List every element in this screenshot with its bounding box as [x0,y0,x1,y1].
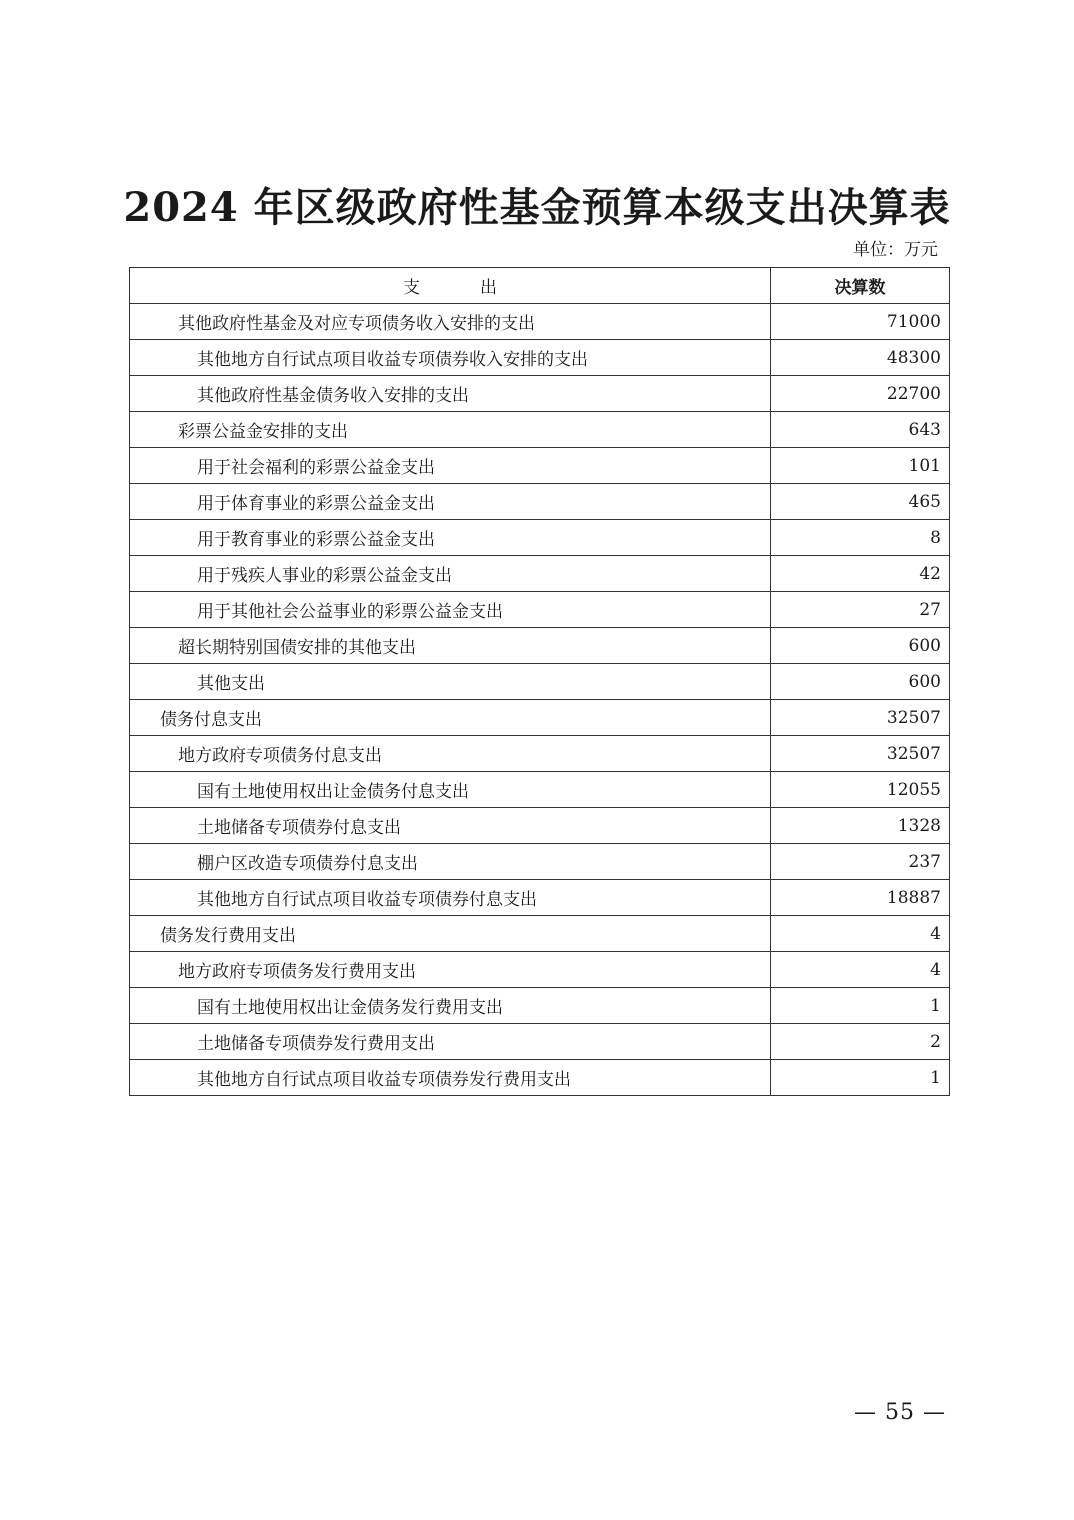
column-header-item: 支出 [130,268,771,304]
row-amount: 1 [771,1060,950,1096]
table-row [130,592,950,628]
row-amount: 22700 [771,376,950,412]
row-amount: 27 [771,592,950,628]
column-header-amount: 决算数 [771,268,950,304]
row-item-label: 地方政府专项债务发行费用支出 [130,952,771,988]
row-amount: 465 [771,484,950,520]
table-row [130,988,950,1024]
row-item-label: 其他地方自行试点项目收益专项债券发行费用支出 [130,1060,771,1096]
row-item-label: 超长期特别国债安排的其他支出 [130,628,771,664]
row-amount: 4 [771,952,950,988]
row-amount: 643 [771,412,950,448]
row-item-label: 用于教育事业的彩票公益金支出 [130,520,771,556]
row-item-label: 用于社会福利的彩票公益金支出 [130,448,771,484]
row-amount: 32507 [771,700,950,736]
row-item-label: 国有土地使用权出让金债务发行费用支出 [130,988,771,1024]
row-item-label: 用于残疾人事业的彩票公益金支出 [130,556,771,592]
row-amount: 600 [771,628,950,664]
row-item-label: 债务发行费用支出 [130,916,771,952]
table-row [130,628,950,664]
table-row [130,556,950,592]
row-item-label: 其他政府性基金债务收入安排的支出 [130,376,771,412]
row-amount: 48300 [771,340,950,376]
row-amount: 12055 [771,772,950,808]
row-item-label: 其他地方自行试点项目收益专项债券付息支出 [130,880,771,916]
row-item-label: 棚户区改造专项债券付息支出 [130,844,771,880]
table-row [130,952,950,988]
table-row [130,340,950,376]
table-row [130,1060,950,1096]
document-title: 2024 年区级政府性基金预算本级支出决算表 [123,184,951,231]
row-item-label: 土地储备专项债券发行费用支出 [130,1024,771,1060]
table-row [130,772,950,808]
table-row [130,808,950,844]
row-amount: 2 [771,1024,950,1060]
table-body [130,304,950,1096]
page-number: — 55 — [854,1400,946,1425]
table-row [130,520,950,556]
row-amount: 4 [771,916,950,952]
table-row [130,664,950,700]
table-row [130,736,950,772]
table-row [130,448,950,484]
row-amount: 18887 [771,880,950,916]
row-amount: 32507 [771,736,950,772]
table-row [130,412,950,448]
table-row [130,376,950,412]
table-header-row [130,268,950,304]
row-amount: 1328 [771,808,950,844]
table-row [130,304,950,340]
row-amount: 237 [771,844,950,880]
row-item-label: 彩票公益金安排的支出 [130,412,771,448]
table-row [130,1024,950,1060]
row-item-label: 土地储备专项债券付息支出 [130,808,771,844]
row-amount: 101 [771,448,950,484]
row-item-label: 地方政府专项债务付息支出 [130,736,771,772]
row-item-label: 其他地方自行试点项目收益专项债券收入安排的支出 [130,340,771,376]
unit-label: 单位：万元 [853,240,938,260]
row-amount: 1 [771,988,950,1024]
table-row [130,916,950,952]
row-amount: 42 [771,556,950,592]
row-item-label: 其他政府性基金及对应专项债务收入安排的支出 [130,304,771,340]
table-row [130,880,950,916]
row-item-label: 债务付息支出 [130,700,771,736]
row-item-label: 用于其他社会公益事业的彩票公益金支出 [130,592,771,628]
row-item-label: 用于体育事业的彩票公益金支出 [130,484,771,520]
table-row [130,844,950,880]
row-amount: 600 [771,664,950,700]
expenditure-table [129,267,950,1096]
table-row [130,700,950,736]
row-amount: 71000 [771,304,950,340]
row-item-label: 其他支出 [130,664,771,700]
table-row [130,484,950,520]
row-item-label: 国有土地使用权出让金债务付息支出 [130,772,771,808]
row-amount: 8 [771,520,950,556]
